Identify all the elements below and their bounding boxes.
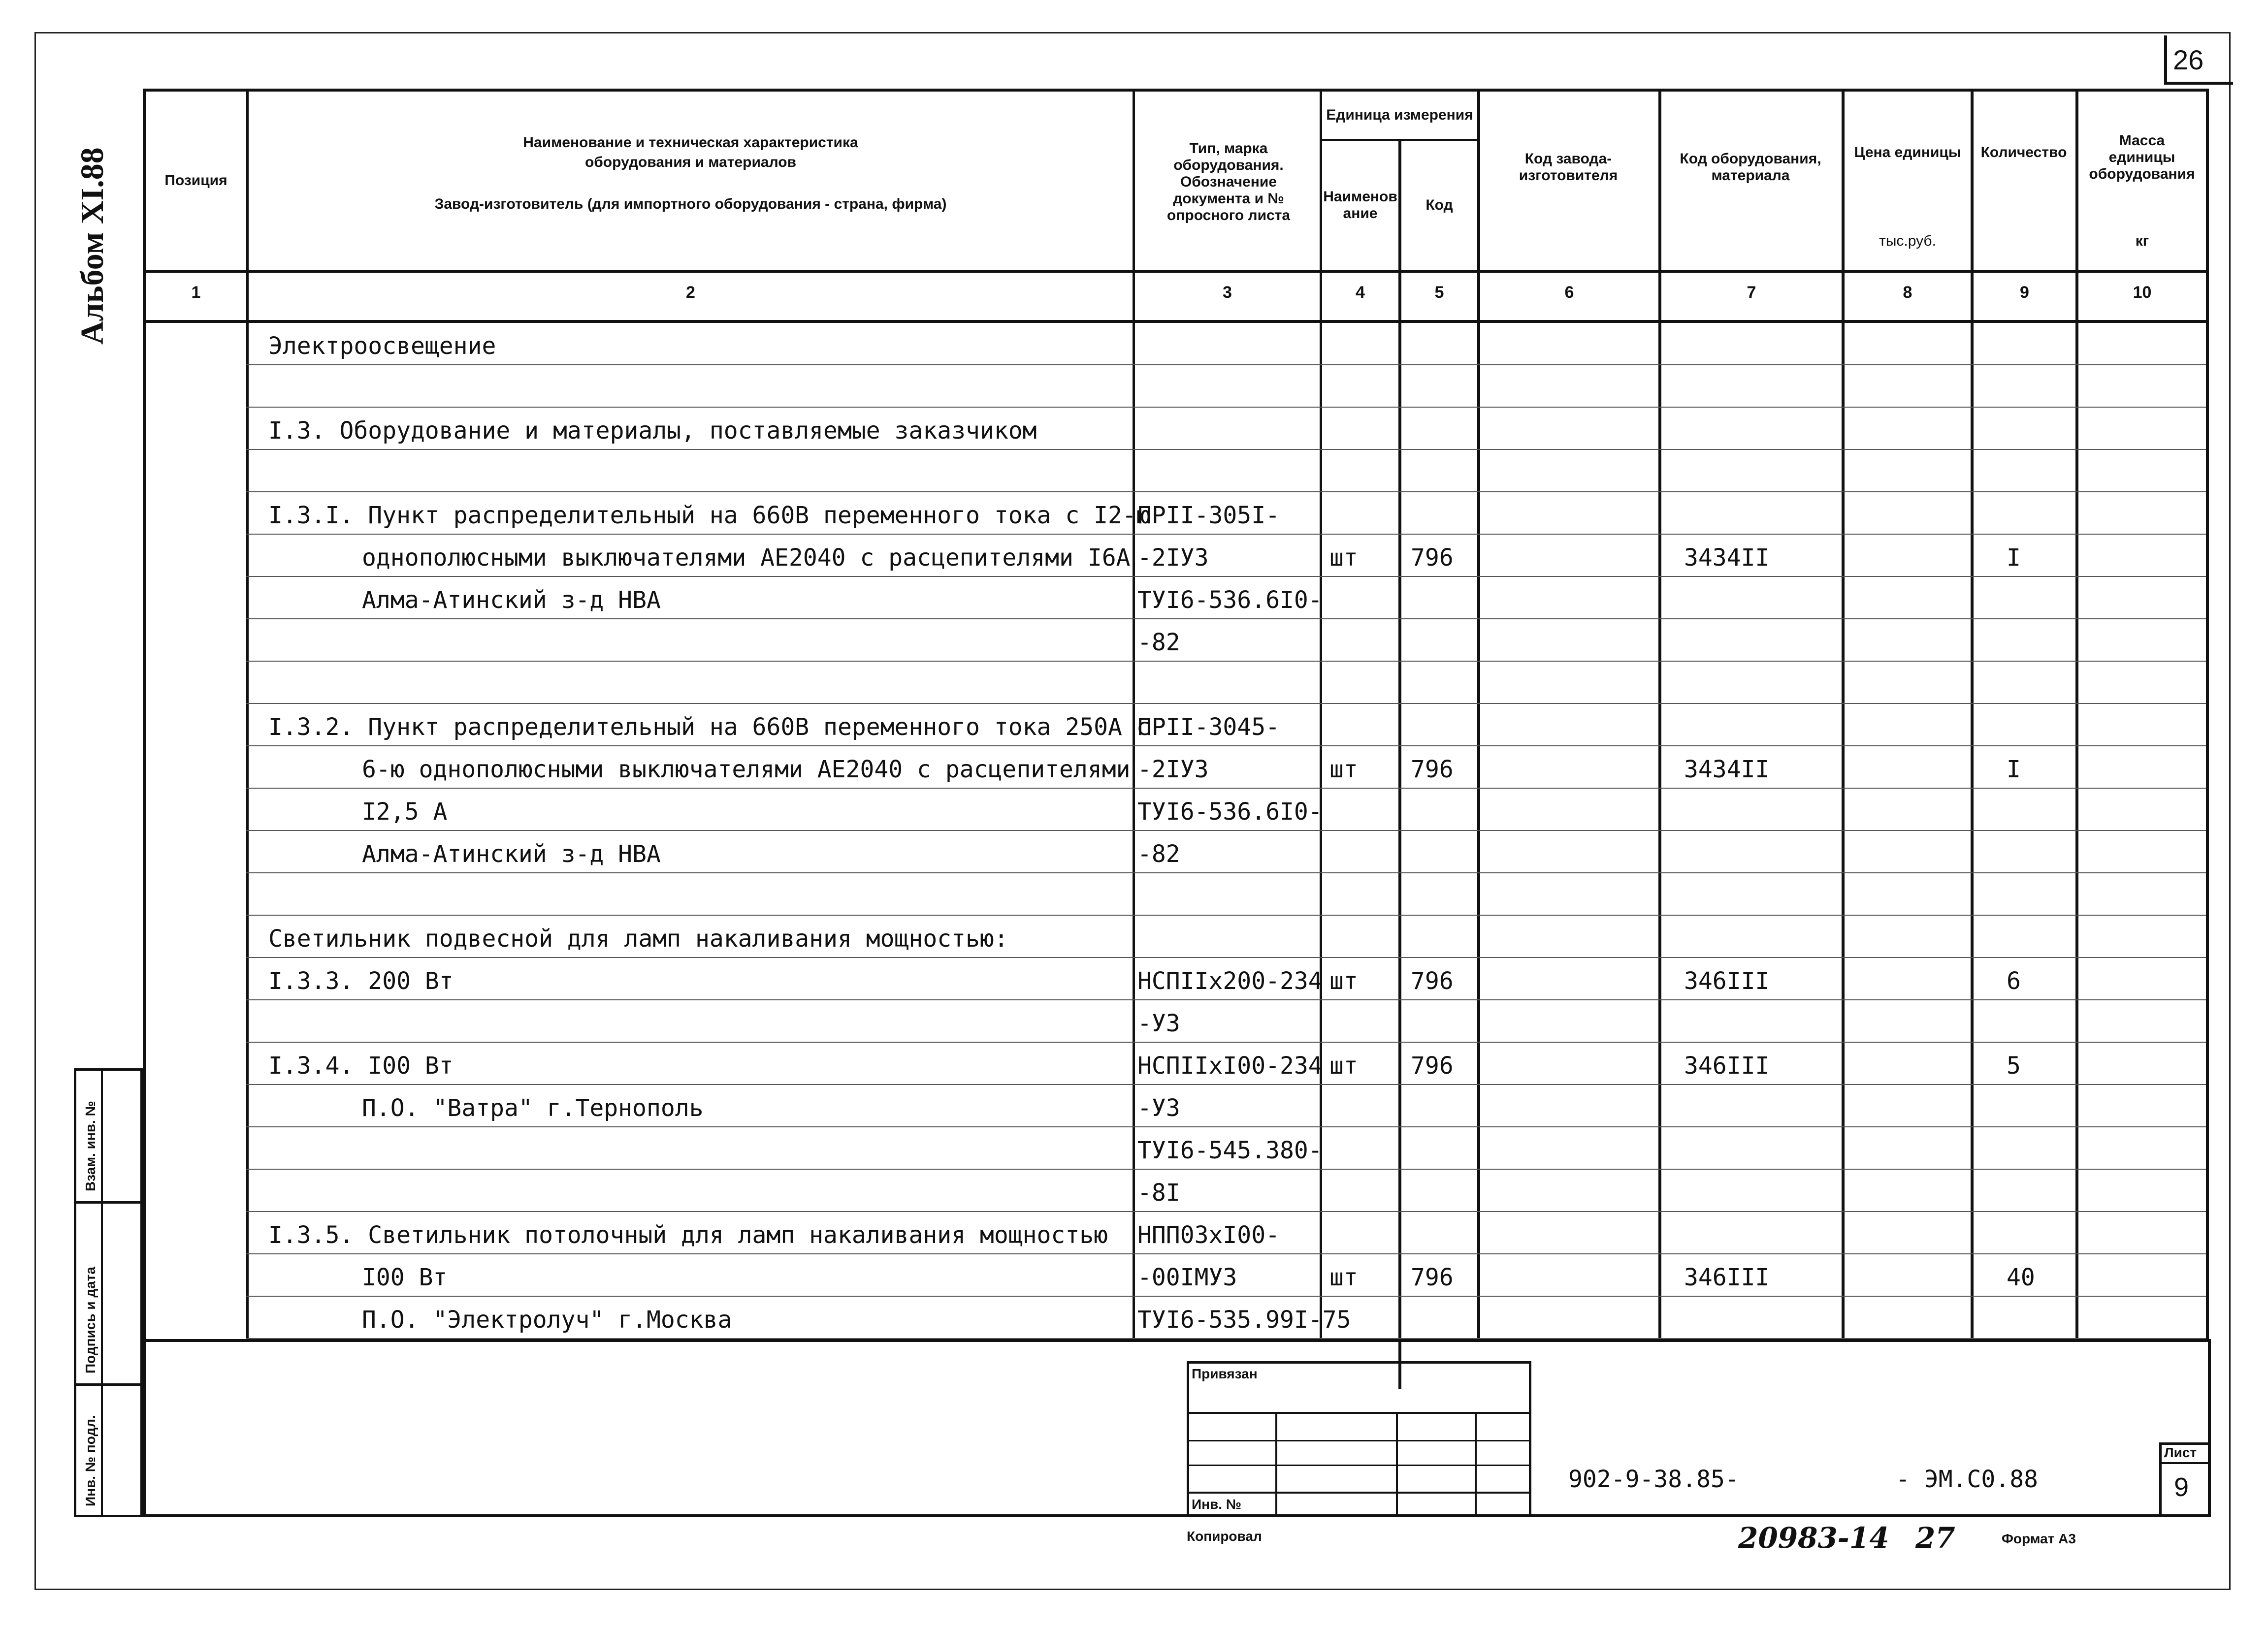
- row-divider: [246, 788, 2206, 789]
- item-unit: шт: [1329, 1052, 1358, 1080]
- item-quantity: 5: [2007, 1052, 2021, 1080]
- row-divider: [246, 830, 2206, 831]
- item-material-code: 3434II: [1684, 544, 1770, 572]
- document-code: 902-9-38.85-: [1568, 1466, 1739, 1493]
- item-type: ПРII-305I-: [1137, 502, 1280, 529]
- header-unit-code: Код: [1426, 197, 1453, 213]
- item-name: I.3.2. Пункт распределительный на 660В переменного тока 250А с: [268, 713, 1151, 741]
- row-divider: [246, 618, 2206, 619]
- row-divider: [246, 1126, 2206, 1127]
- header-type: Тип, марка оборудования. Обозначение документа и № опросного листа: [1166, 140, 1291, 223]
- header-name-line1: Наименование и техническая характеристика: [523, 134, 858, 151]
- item-name: Светильник подвесной для ламп накаливания мощностью:: [268, 925, 1008, 953]
- col-number: 4: [1356, 283, 1365, 302]
- side-label-vzam: Взам. инв. №: [83, 1101, 98, 1191]
- item-type: НСПIIхI00-234: [1137, 1052, 1323, 1080]
- row-divider: [246, 491, 2206, 492]
- item-type: -82: [1137, 629, 1180, 656]
- item-unit: шт: [1329, 756, 1358, 783]
- header-mass: Масса единицы оборудования: [2089, 132, 2195, 182]
- kopiroval-label: Копировал: [1187, 1529, 1262, 1544]
- item-name: I.3.5. Светильник потолочный для ламп накаливания мощностью: [268, 1221, 1108, 1249]
- row-divider: [246, 661, 2206, 662]
- item-name: П.О. "Ватра" г.Тернополь: [362, 1094, 704, 1122]
- header-manufacturer: Завод-изготовитель (для импортного оборудования - страна, фирма): [434, 196, 947, 212]
- row-divider: [246, 1211, 2206, 1212]
- item-unit-code: 796: [1411, 756, 1454, 783]
- item-name: I00 Вт: [362, 1264, 448, 1291]
- col-number: 9: [2020, 283, 2029, 302]
- item-type: -00IМУ3: [1137, 1264, 1237, 1291]
- item-material-code: 3434II: [1684, 756, 1770, 783]
- item-unit-code: 796: [1411, 1264, 1454, 1291]
- format-label: Формат А3: [2002, 1531, 2076, 1546]
- row-divider: [246, 999, 2206, 1000]
- item-type: -2IУ3: [1137, 544, 1209, 572]
- item-material-code: 346III: [1684, 967, 1770, 995]
- item-name: I.3.I. Пункт распределительный на 660В переменного тока с I2-ю: [268, 502, 1151, 529]
- handwritten-number-a: 20983-14: [1738, 1521, 1889, 1555]
- item-name: I.3. Оборудование и материалы, поставляемые заказчиком: [268, 417, 1037, 445]
- side-label-inv-podl: Инв. № подл.: [83, 1415, 98, 1506]
- header-unit-name: Наименование: [1323, 189, 1397, 222]
- item-type: ТУI6-545.380-: [1137, 1137, 1323, 1164]
- item-unit: шт: [1329, 967, 1358, 995]
- item-type: -8I: [1137, 1179, 1180, 1207]
- row-divider: [246, 364, 2206, 365]
- header-material-code: Код оборудования, материала: [1680, 151, 1821, 184]
- row-divider: [246, 957, 2206, 958]
- row-divider: [246, 703, 2206, 704]
- item-name: Алма-Атинский з-д НВА: [362, 586, 661, 614]
- item-type: -У3: [1137, 1010, 1180, 1037]
- row-divider: [246, 872, 2206, 873]
- list-label: Лист: [2164, 1445, 2197, 1460]
- header-name-line2: оборудования и материалов: [584, 154, 797, 170]
- item-type: ТУI6-536.6I0-: [1137, 586, 1323, 614]
- item-quantity: I: [2007, 756, 2021, 783]
- item-material-code: 346III: [1684, 1264, 1770, 1291]
- row-divider: [246, 915, 2206, 916]
- side-label-podpis: Подпись и дата: [83, 1267, 98, 1373]
- col-number: 10: [2133, 283, 2152, 302]
- item-unit-code: 796: [1411, 967, 1454, 995]
- item-unit: шт: [1329, 1264, 1358, 1291]
- handwritten-number-b: 27: [1915, 1521, 1955, 1555]
- item-name: П.О. "Электролуч" г.Москва: [362, 1306, 732, 1334]
- header-position: Позиция: [164, 172, 227, 189]
- item-type: ТУI6-535.99I-75: [1137, 1306, 1351, 1334]
- row-divider: [246, 745, 2206, 746]
- inv-no-label: Инв. №: [1192, 1497, 1242, 1512]
- item-unit-code: 796: [1411, 544, 1454, 572]
- item-type: -2IУ3: [1137, 756, 1209, 783]
- privyazan-label: Привязан: [1192, 1366, 1258, 1381]
- header-mass-unit: кг: [2135, 233, 2149, 249]
- item-name: I.3.3. 200 Вт: [268, 967, 454, 995]
- item-name: I.3.4. I00 Вт: [268, 1052, 454, 1080]
- item-type: НПП03хI00-: [1137, 1221, 1280, 1249]
- item-name: Алма-Атинский з-д НВА: [362, 840, 661, 868]
- row-divider: [246, 407, 2206, 408]
- header-unit-group: Единица измерения: [1326, 107, 1473, 123]
- col-number: 2: [686, 283, 695, 302]
- col-number: 7: [1747, 283, 1756, 302]
- privyazan-block: [1187, 1361, 1531, 1517]
- item-type: -У3: [1137, 1094, 1180, 1122]
- header-price-unit: тыс.руб.: [1879, 233, 1936, 249]
- item-type: НСПIIх200-234: [1137, 967, 1323, 995]
- item-name: 6-ю однополюсными выключателями АЕ2040 с расцепителями: [362, 756, 1131, 783]
- col-number: 6: [1564, 283, 1574, 302]
- album-label: Альбом XI.88: [74, 147, 110, 345]
- item-name: однополюсными выключателями АЕ2040 с расцепителями I6А: [362, 544, 1131, 572]
- header-manufacturer-code: Код завода-изготовителя: [1519, 151, 1618, 184]
- row-divider: [246, 576, 2206, 577]
- row-divider: [246, 1253, 2206, 1254]
- col-number: 1: [191, 283, 201, 302]
- item-quantity: 6: [2007, 967, 2021, 995]
- item-unit-code: 796: [1411, 1052, 1454, 1080]
- item-quantity: 40: [2007, 1264, 2035, 1291]
- row-divider: [246, 1042, 2206, 1043]
- row-divider: [246, 449, 2206, 450]
- col-number: 3: [1223, 283, 1232, 302]
- row-divider: [246, 534, 2206, 535]
- list-number: 9: [2174, 1472, 2189, 1502]
- header-price: Цена единицы: [1854, 144, 1961, 160]
- row-divider: [246, 1296, 2206, 1297]
- col-number: 5: [1434, 283, 1444, 302]
- item-name: I2,5 А: [362, 798, 448, 826]
- col-number: 8: [1903, 283, 1912, 302]
- item-name: Электроосвещение: [268, 332, 496, 360]
- item-type: -82: [1137, 840, 1180, 868]
- header-quantity: Количество: [1980, 144, 2067, 160]
- row-divider: [246, 1169, 2206, 1170]
- item-type: ПРII-3045-: [1137, 713, 1280, 741]
- item-unit: шт: [1329, 544, 1358, 572]
- row-divider: [246, 1084, 2206, 1085]
- item-quantity: I: [2007, 544, 2021, 572]
- document-suffix: - ЭМ.С0.88: [1896, 1466, 2038, 1493]
- item-material-code: 346III: [1684, 1052, 1770, 1080]
- item-type: ТУI6-536.6I0-: [1137, 798, 1323, 826]
- sheet-tag: 26: [2164, 35, 2233, 85]
